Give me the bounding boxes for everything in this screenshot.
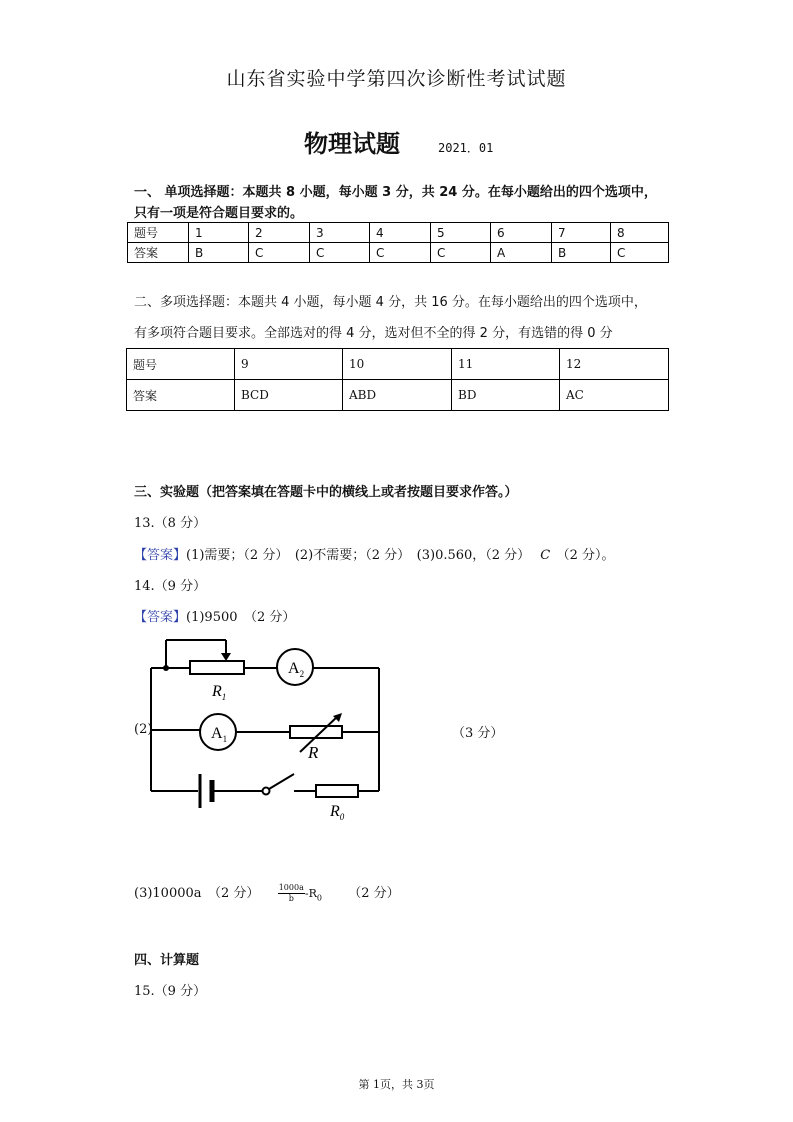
question-number-cell: 8 [611,223,669,243]
answer-cell: C [431,243,491,263]
section2-title-line2: 有多项符合题目要求。全部选对的得 4 分，选对但不全的得 2 分，有选错的得 0 分 [134,326,613,341]
slider-arrow-head [221,653,231,661]
question-number-cell: 10 [343,349,452,380]
question-number-cell: 2 [249,223,310,243]
r1-label: $R_1$ [212,683,227,702]
variable-arrow [300,716,338,752]
rheostat-r1 [190,661,244,674]
table-row-answers [128,243,669,263]
junction-dot [163,665,169,671]
minus-r0: -R [304,887,317,900]
q14-label: 14.（9 分） [134,579,207,594]
answer-cell: B [189,243,249,263]
question-number-cell: 1 [189,223,249,243]
section2-title: 二、多项选择题：本题共 4 小题，每小题 4 分，共 16 分。在每小题给出的四个选项中， [134,295,647,310]
q14-part3-label: (3)10000a （2 分） [134,886,260,901]
school-title: 山东省实验中学第四次诊断性考试试题 [226,68,567,90]
row-label-answer: 答案 [127,380,235,411]
q13-answer-tail: （2 分）。 [550,548,615,563]
r0-subscript: 0 [316,893,322,903]
q13-label: 13.（8 分） [134,516,207,531]
r0-label: $R_0$ [330,803,345,822]
question-number-cell: 3 [310,223,370,243]
resistor-r0 [316,785,358,797]
multi-choice-answer-table [126,348,669,411]
q14-answer1 [134,606,295,625]
section4-title: 四、计算题 [134,953,200,968]
question-number-cell: 12 [560,349,669,380]
q14-part2-score: （3 分） [452,726,504,741]
answer-cell: AC [560,380,669,411]
fraction-numerator: 1000a [278,883,304,892]
subject-title: 物理试题 [304,130,400,158]
fraction-denominator: b [288,894,294,903]
table-row-numbers [127,349,669,380]
q13-answer-c: C [540,548,551,563]
question-number-cell: 11 [452,349,560,380]
a2-label: $A_2$ [288,660,305,679]
answer-cell: C [249,243,310,263]
circuit-diagram [150,634,385,824]
row-label-number: 题号 [128,223,189,243]
answer-cell: C [310,243,370,263]
answer-cell: BCD [235,380,343,411]
answer-tag: 【答案】 [134,548,187,563]
section1-title-line2: 只有一项是符合题目要求的。 [134,206,304,221]
switch-blade [269,774,294,789]
r-label: R [308,743,319,762]
table-row-numbers [128,223,669,243]
answer-cell: A [491,243,552,263]
answer-cell: C [611,243,669,263]
question-number-cell: 6 [491,223,552,243]
question-number-cell: 7 [552,223,611,243]
q13-answer-text: (1)需要；（2 分） (2)不需要；（2 分） (3)0.560，（2 分） [186,548,531,563]
q13-answer [134,544,615,563]
answer-cell: C [370,243,431,263]
answer-cell: B [552,243,611,263]
section3-title: 三、实验题（把答案填在答题卡中的横线上或者按题目要求作答。） [134,485,518,500]
row-label-answer: 答案 [128,243,189,263]
answer-cell: ABD [343,380,452,411]
q14-part3-score: （2 分） [348,886,400,901]
question-number-cell: 5 [431,223,491,243]
question-number-cell: 9 [235,349,343,380]
q14-answer1-text: (1)9500 （2 分） [186,610,296,625]
page-footer: 第 1页，共 3页 [358,1078,435,1091]
section1-title: 一、 单项选择题：本题共 8 小题，每小题 3 分，共 24 分。在每小题给出的四个选项中， [134,185,657,200]
answer-tag: 【答案】 [134,610,187,625]
fraction-1000a-over-b [278,883,305,904]
question-number-cell: 4 [370,223,431,243]
q14-part3 [134,882,400,904]
table-row-answers [127,380,669,411]
q15-label: 15.（9 分） [134,984,207,999]
switch-contact [263,788,270,795]
a1-label: $A_1$ [211,725,228,744]
single-choice-answer-table [127,222,669,263]
q14-part2-label: (2) [134,722,153,737]
answer-cell: BD [452,380,560,411]
row-label-number: 题号 [127,349,235,380]
exam-date: 2021．01 [438,141,494,155]
